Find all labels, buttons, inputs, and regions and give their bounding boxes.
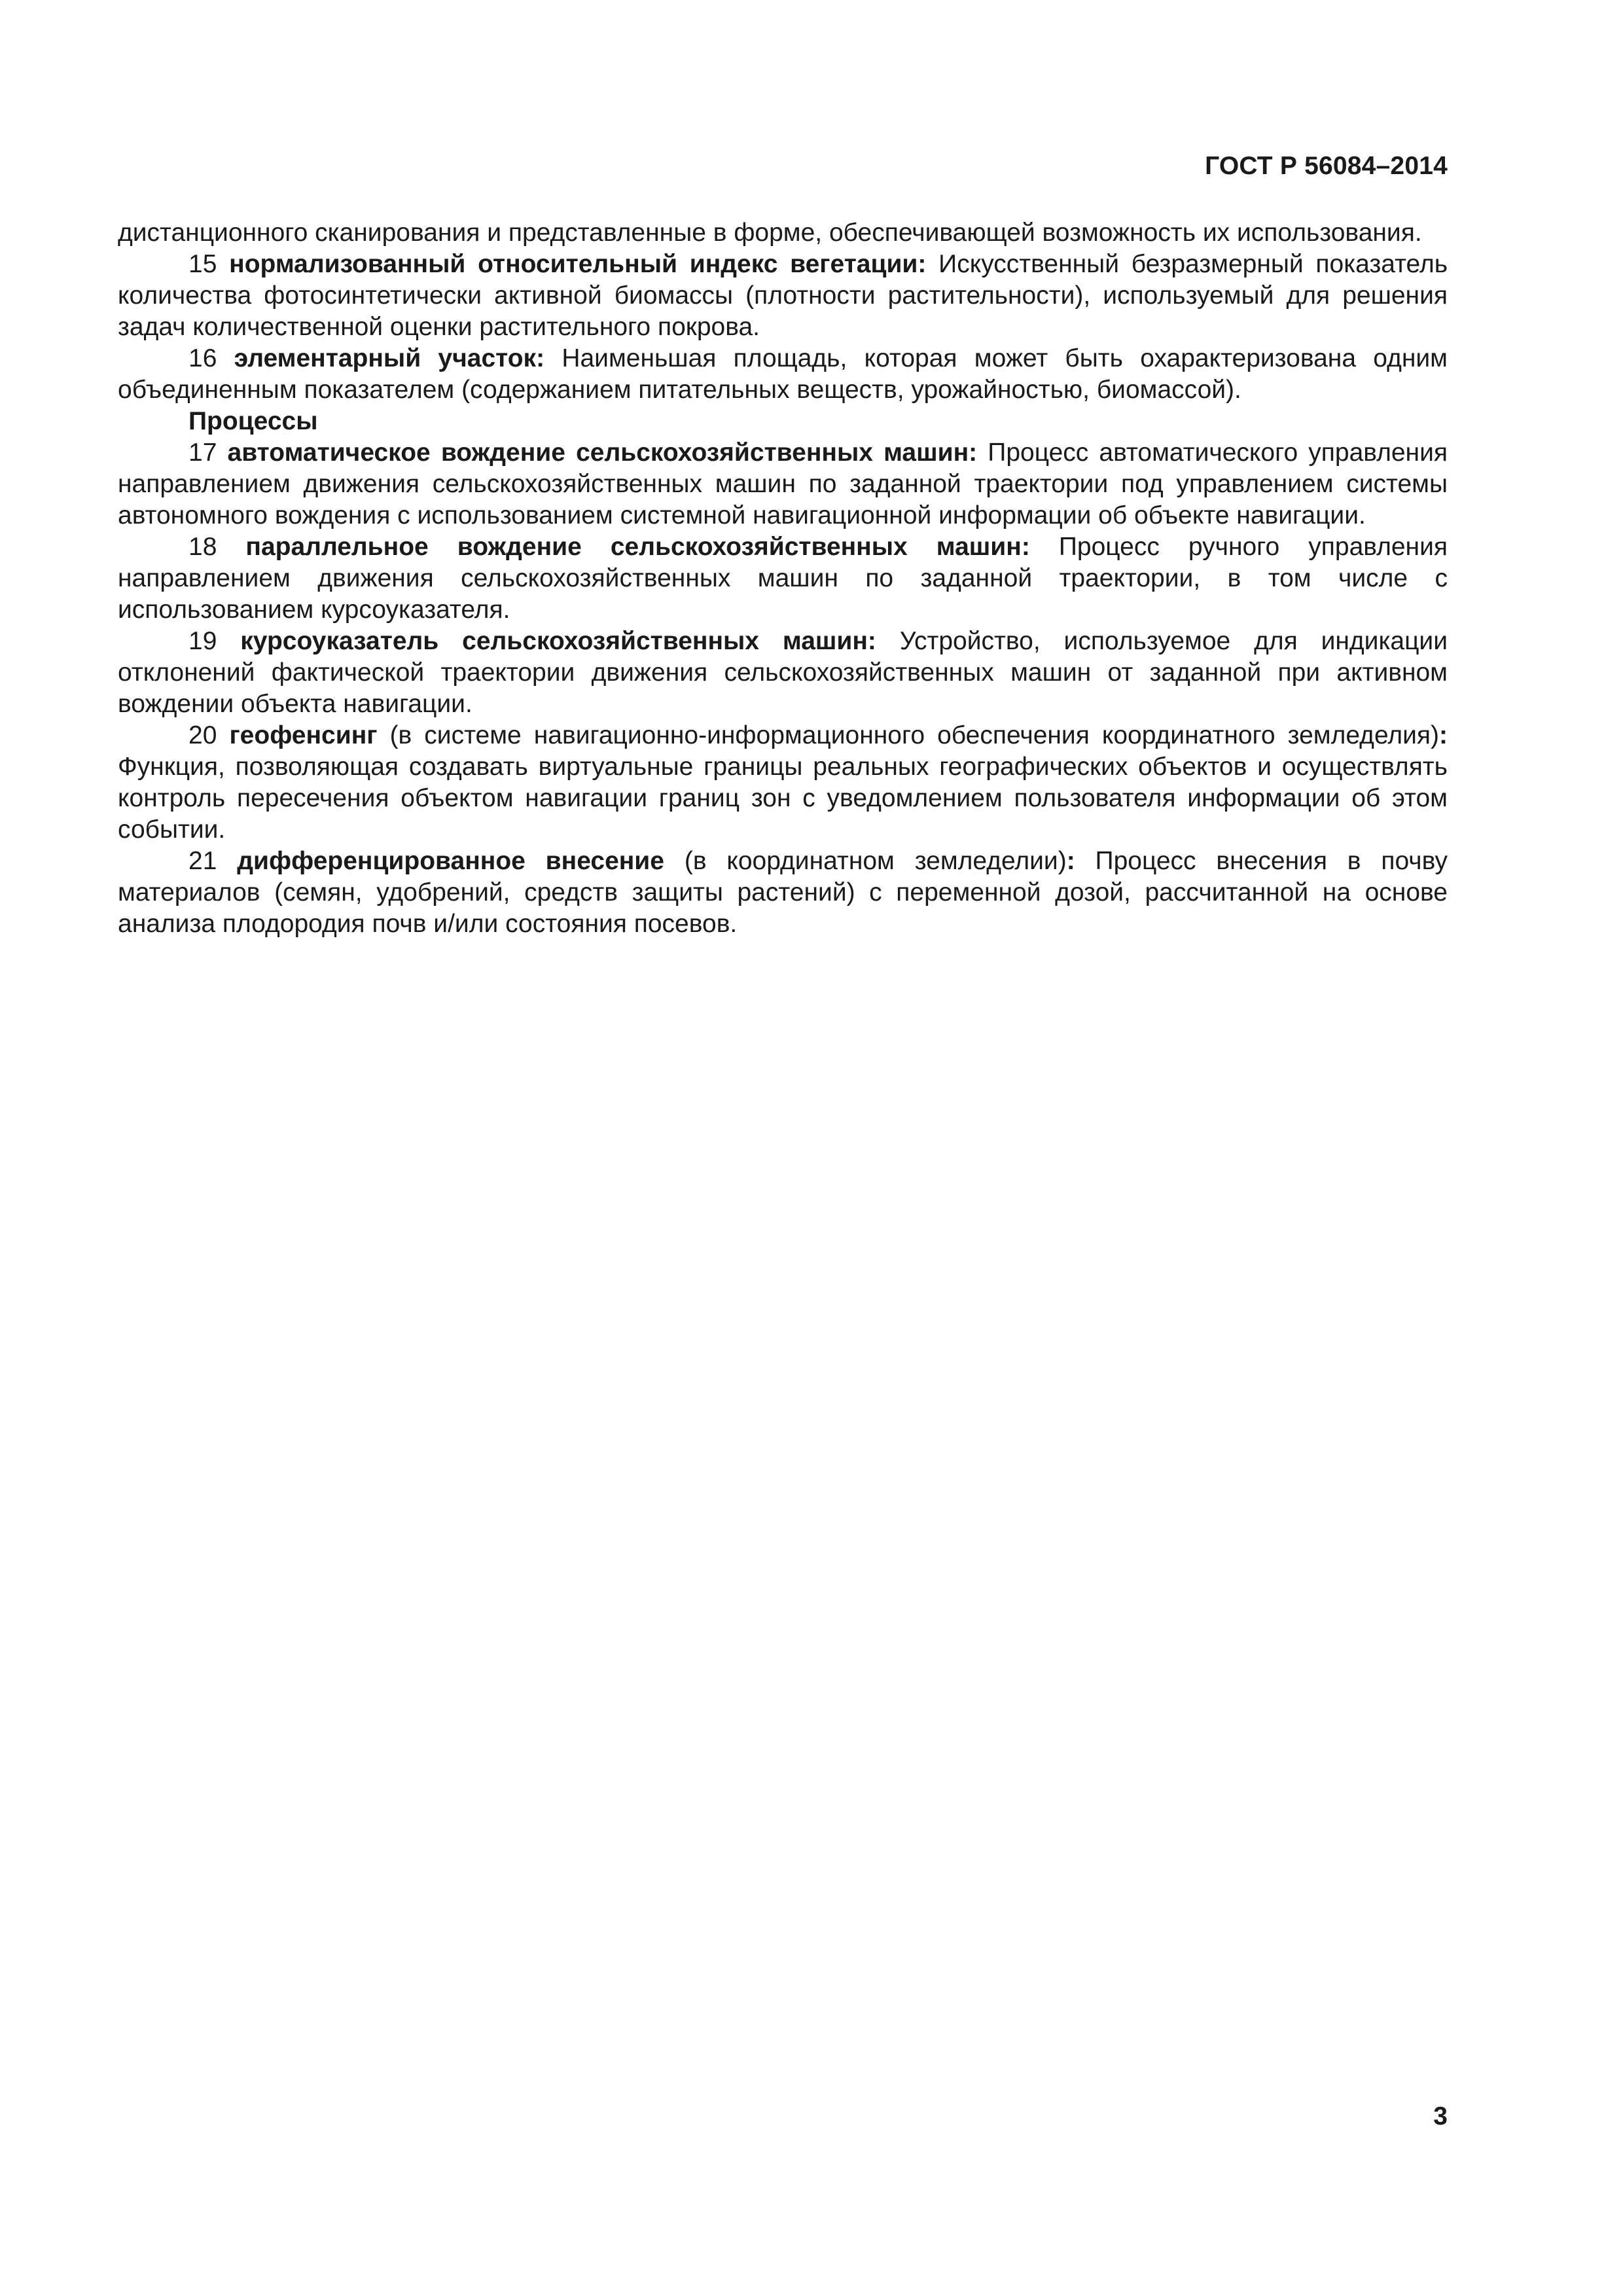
definition-number: 15 <box>188 250 217 278</box>
definition-15 <box>118 249 1448 343</box>
document-body <box>118 217 1448 940</box>
definition-text: Устройство, используемое для индикации отклонений фактической траектории движения сельскохозяйственных машин от заданной при активном вождении объекта навигации. <box>118 627 1448 718</box>
definition-19 <box>118 626 1448 720</box>
definition-term: автоматическое вождение сельскохозяйственных машин: <box>227 439 978 467</box>
definition-term: геофенсинг <box>229 721 378 749</box>
definition-number: 16 <box>188 344 217 372</box>
definition-18 <box>118 531 1448 626</box>
definition-qualifier: (в системе навигационно-информационного обеспечения координатного земледелия) <box>389 721 1439 749</box>
definition-qualifier: (в координатном земледелии) <box>684 847 1067 875</box>
page-header: ГОСТ Р 56084–2014 <box>1205 152 1448 180</box>
definition-number: 21 <box>188 847 217 875</box>
definition-colon: : <box>1066 847 1075 875</box>
definition-16 <box>118 343 1448 406</box>
definition-text: Искусственный безразмерный показатель количества фотосинтетически активной биомассы (плотности растительности), используемый для решения задач количественной оценки растительного покрова. <box>118 250 1448 341</box>
intro-continuation: дистанционного сканирования и представленные в форме, обеспечивающей возможность их использования. <box>118 219 1422 247</box>
definition-term: элементарный участок: <box>234 344 545 372</box>
definition-text: Процесс внесения в почву материалов (семян, удобрений, средств защиты растений) с переменной дозой, рассчитанной на основе анализа плодородия почв и/или состояния посевов. <box>118 847 1448 938</box>
definition-term: нормализованный относительный индекс вегетации: <box>229 250 927 278</box>
section-heading-processes: Процессы <box>188 407 318 435</box>
definition-21 <box>118 846 1448 940</box>
definition-term: параллельное вождение сельскохозяйственных машин: <box>245 533 1030 561</box>
definition-20 <box>118 720 1448 846</box>
definition-colon: : <box>1438 721 1448 749</box>
definition-number: 19 <box>188 627 217 655</box>
definition-text: Процесс автоматического управления направлением движения сельскохозяйственных машин по заданной траектории под управлением системы автономного вождения с использованием системной навигационной информации об объекте навигации. <box>118 439 1448 529</box>
definition-text: Наименьшая площадь, которая может быть охарактеризована одним объединенным показателем (содержанием питательных веществ, урожайностью, биомассой). <box>118 344 1448 404</box>
definition-17 <box>118 437 1448 531</box>
definition-text: Процесс ручного управления направлением движения сельскохозяйственных машин по заданной траектории, в том числе с использованием курсоуказателя. <box>118 533 1448 624</box>
definition-term: курсоуказатель сельскохозяйственных машин: <box>240 627 876 655</box>
page-number: 3 <box>1433 2102 1448 2130</box>
definition-number: 18 <box>188 533 217 561</box>
definition-number: 20 <box>188 721 217 749</box>
definition-number: 17 <box>188 439 217 467</box>
definition-term: дифференцированное внесение <box>237 847 664 875</box>
definition-text: Функция, позволяющая создавать виртуальные границы реальных географических объектов и осуществлять контроль пересечения объектом навигации границ зон с уведомлением пользователя информации об этом событии. <box>118 753 1448 844</box>
